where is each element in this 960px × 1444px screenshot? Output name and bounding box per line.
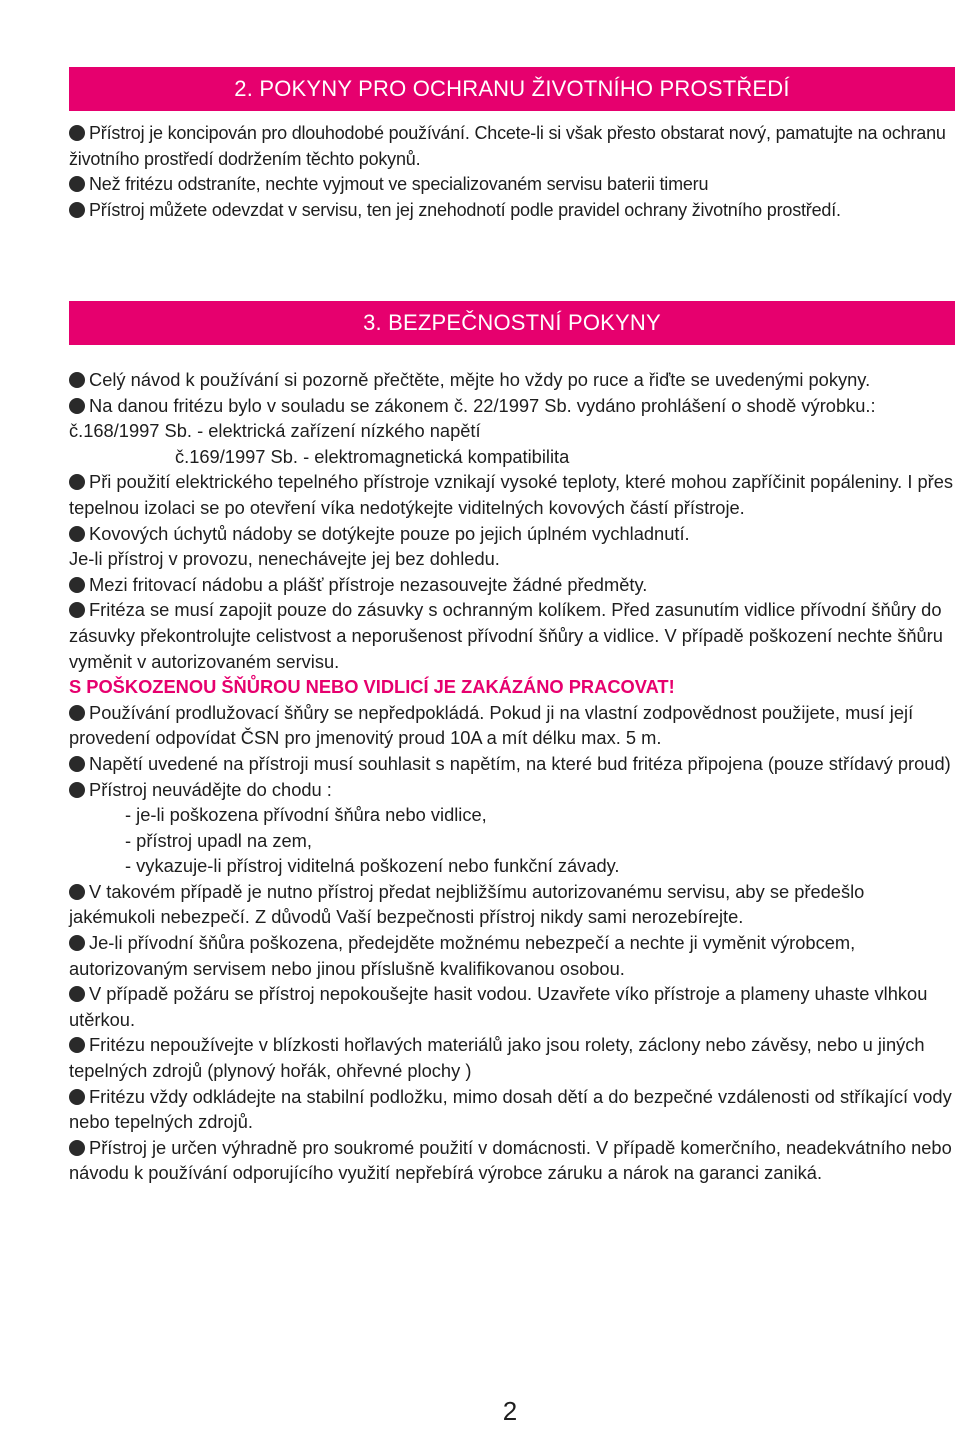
bullet-paragraph: Přístroj je určen výhradně pro soukromé použití v domácnosti. V případě komerčního, neadekvátního nebo návodu k používání odporujícího využití nepřebírá výrobce záruku a nárok na garanci zaniká. <box>69 1136 952 1184</box>
safety-instructions <box>69 367 955 1186</box>
bullet-paragraph: V případě požáru se přístroj nepokoušejte hasit vodou. Uzavřete víko přístroje a plameny uhaste vlhkou utěrkou. <box>69 983 928 1030</box>
indented-line: č.169/1997 Sb. - elektromagnetická kompatibilita <box>175 445 570 467</box>
bullet-icon <box>69 1037 85 1053</box>
bullet-paragraph: Je-li přívodní šňůra poškozena, předejděte možnému nebezpečí a nechte ji vyměnit výrobcem, autorizovaným servisem nebo jinou příslušně kvalifikovanou osobou. <box>69 932 856 979</box>
bullet-paragraph: Kovových úchytů nádoby se dotýkejte pouze po jejich úplném vychladnutí. <box>69 521 955 547</box>
bullet-paragraph: Přístroj neuvádějte do chodu : <box>69 777 955 803</box>
plain-paragraph: Je-li přístroj v provozu, nenechávejte jej bez dohledu. <box>69 548 500 570</box>
bullet-icon <box>69 202 85 218</box>
bullet-icon <box>69 705 85 721</box>
bullet-paragraph: Mezi fritovací nádobu a plášť přístroje nezasouvejte žádné předměty. <box>69 572 955 598</box>
bullet-icon <box>69 1140 85 1156</box>
bullet-icon <box>69 1089 85 1105</box>
bullet-paragraph: Přístroj můžete odevzdat v servisu, ten jej znehodnotí podle pravidel ochrany životního prostředí. <box>69 198 955 224</box>
section-title: 2. POKYNY PRO OCHRANU ŽIVOTNÍHO PROSTŘEDÍ <box>234 76 790 101</box>
bullet-icon <box>69 176 85 192</box>
bullet-paragraph: Než fritézu odstraníte, nechte vyjmout ve specializovaném servisu baterii timeru <box>69 172 955 198</box>
bullet-paragraph: Fritézu vždy odkládejte na stabilní podložku, mimo dosah dětí a do bezpečné vzdálenosti od stříkající vody nebo tepelných zdrojů. <box>69 1085 952 1133</box>
bullet-icon <box>69 474 85 490</box>
bullet-paragraph: Používání prodlužovací šňůry se nepředpokládá. Pokud ji na vlastní zodpovědnost použijete, musí její provedení odpovídat ČSN pro jmenovitý proud 10A a mít délku max. 5 m. <box>69 701 914 749</box>
bullet-paragraph: Celý návod k používání si pozorně přečtěte, mějte ho vždy po ruce a řiďte se uvedenými pokyny. <box>69 367 955 393</box>
warning-text: S POŠKOZENOU ŠŇŮROU NEBO VIDLICÍ JE ZAKÁZÁNO PRACOVAT! <box>69 676 675 698</box>
bullet-icon <box>69 526 85 542</box>
bullet-paragraph: Při použití elektrického tepelného přístroje vznikají vysoké teploty, které mohou zapříčinit popáleniny. I přes tepelnou izolaci se po otevření víka nedotýkejte viditelných kovových částí přístroje. <box>69 471 954 518</box>
environment-instructions <box>69 121 955 223</box>
bullet-paragraph: Napětí uvedené na přístroji musí souhlasit s napětím, na které bud fritéza připojena (pouze střídavý proud) <box>69 751 955 777</box>
bullet-paragraph: Přístroj je koncipován pro dlouhodobé používání. Chcete-li si však přesto obstarat nový, pamatujte na ochranu životního prostředí dodržením těchto pokynů. <box>69 123 946 169</box>
bullet-icon <box>69 884 85 900</box>
section-title: 3. BEZPEČNOSTNÍ POKYNY <box>363 310 661 335</box>
sub-item: - přístroj upadl na zem, <box>125 829 312 851</box>
bullet-paragraph: Na danou fritézu bylo v souladu se zákonem č. 22/1997 Sb. vydáno prohlášení o shodě výrobku.: č.168/1997 Sb. - elektrická zařízení nízkého napětí <box>69 394 876 442</box>
bullet-icon <box>69 125 85 141</box>
bullet-icon <box>69 782 85 798</box>
section-banner-safety <box>69 301 955 345</box>
bullet-icon <box>69 602 85 618</box>
bullet-icon <box>69 577 85 593</box>
bullet-icon <box>69 756 85 772</box>
bullet-paragraph: V takovém případě je nutno přístroj předat nejbližšímu autorizovanému servisu, aby se předešlo jakémukoli nebezpečí. Z důvodů Vaší bezpečnosti přístroj nikdy sami nerozebírejte. <box>69 880 865 928</box>
bullet-icon <box>69 986 85 1002</box>
bullet-icon <box>69 372 85 388</box>
sub-item: - je-li poškozena přívodní šňůra nebo vidlice, <box>125 804 487 826</box>
page-number: 2 <box>502 1396 518 1426</box>
bullet-paragraph: Fritéza se musí zapojit pouze do zásuvky s ochranným kolíkem. Před zasunutím vidlice přívodní šňůry do zásuvky překontrolujte celistvost a neporušenost přívodní šňůry a vidlice. V případě poškození nechte šňůru vyměnit v autorizovaném servisu. <box>69 599 943 672</box>
bullet-icon <box>69 935 85 951</box>
section-banner-environment <box>69 67 955 111</box>
sub-item: - vykazuje-li přístroj viditelná poškození nebo funkční závady. <box>125 855 620 877</box>
bullet-paragraph: Fritézu nepoužívejte v blízkosti hořlavých materiálů jako jsou rolety, záclony nebo závěsy, nebo u jiných tepelných zdrojů (plynový hořák, ohřevné plochy ) <box>69 1034 925 1082</box>
bullet-icon <box>69 398 85 414</box>
